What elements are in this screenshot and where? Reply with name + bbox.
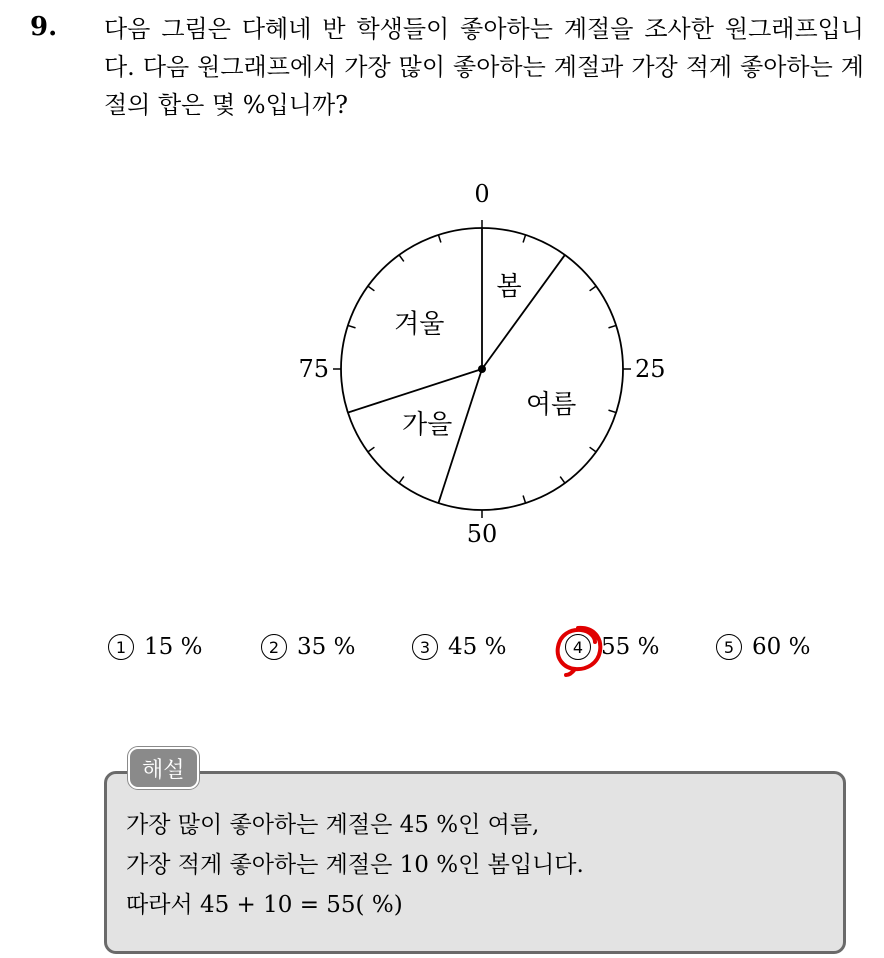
minor-tick <box>368 286 374 291</box>
scale-label: 75 <box>298 355 329 383</box>
answer-choices <box>0 634 884 674</box>
slice-label: 여름 <box>525 390 577 421</box>
choice-5[interactable] <box>716 634 810 660</box>
choice-value: 60 % <box>752 634 811 660</box>
minor-tick <box>590 447 596 452</box>
minor-tick <box>590 286 596 291</box>
minor-tick <box>368 447 374 452</box>
choice-2[interactable] <box>261 634 355 660</box>
scale-label: 50 <box>466 520 498 548</box>
choice-number: 5 <box>716 634 742 660</box>
slice-boundary <box>348 369 482 413</box>
choice-number: 1 <box>108 634 134 660</box>
minor-tick <box>523 495 525 503</box>
slice-boundary <box>482 255 565 369</box>
choice-1[interactable] <box>108 634 202 660</box>
choice-number: 3 <box>412 634 438 660</box>
choice-value: 45 % <box>448 634 507 660</box>
solution-text <box>126 805 584 925</box>
solution-line: 따라서 45 + 10 = 55( %) <box>126 892 403 918</box>
slice-label: 봄 <box>496 271 522 302</box>
slice-label: 가을 <box>402 409 453 440</box>
minor-tick <box>523 235 525 243</box>
scale-label: 25 <box>635 355 666 383</box>
minor-tick <box>560 477 565 483</box>
slice-label: 겨울 <box>394 309 445 340</box>
minor-tick <box>399 255 404 261</box>
question-text: 다음 그림은 다혜네 반 학생들이 좋아하는 계절을 조사한 원그래프입니다. 다음 원그래프에서 가장 많이 좋아하는 계절과 가장 적게 좋아하는 계절의 합은 몇 %입니까? <box>104 15 864 119</box>
question-number: 9. <box>30 12 58 42</box>
center-dot <box>478 365 486 373</box>
choice-number: 4 <box>565 634 591 660</box>
choice-value: 35 % <box>297 634 356 660</box>
solution-line: 가장 많이 좋아하는 계절은 45 %인 여름, <box>126 812 540 838</box>
scale-label: 0 <box>474 180 490 208</box>
choice-value: 15 % <box>144 634 203 660</box>
minor-tick <box>608 325 616 327</box>
minor-tick <box>608 410 616 412</box>
choice-number: 2 <box>261 634 287 660</box>
choice-3[interactable] <box>412 634 506 660</box>
choice-value: 55 % <box>601 634 660 660</box>
minor-tick <box>399 477 404 483</box>
solution-tag: 해설 <box>128 747 199 789</box>
solution-line: 가장 적게 좋아하는 계절은 10 %인 봄입니다. <box>126 852 584 878</box>
minor-tick <box>438 235 440 243</box>
minor-tick <box>348 325 356 327</box>
choice-4[interactable] <box>565 634 659 660</box>
